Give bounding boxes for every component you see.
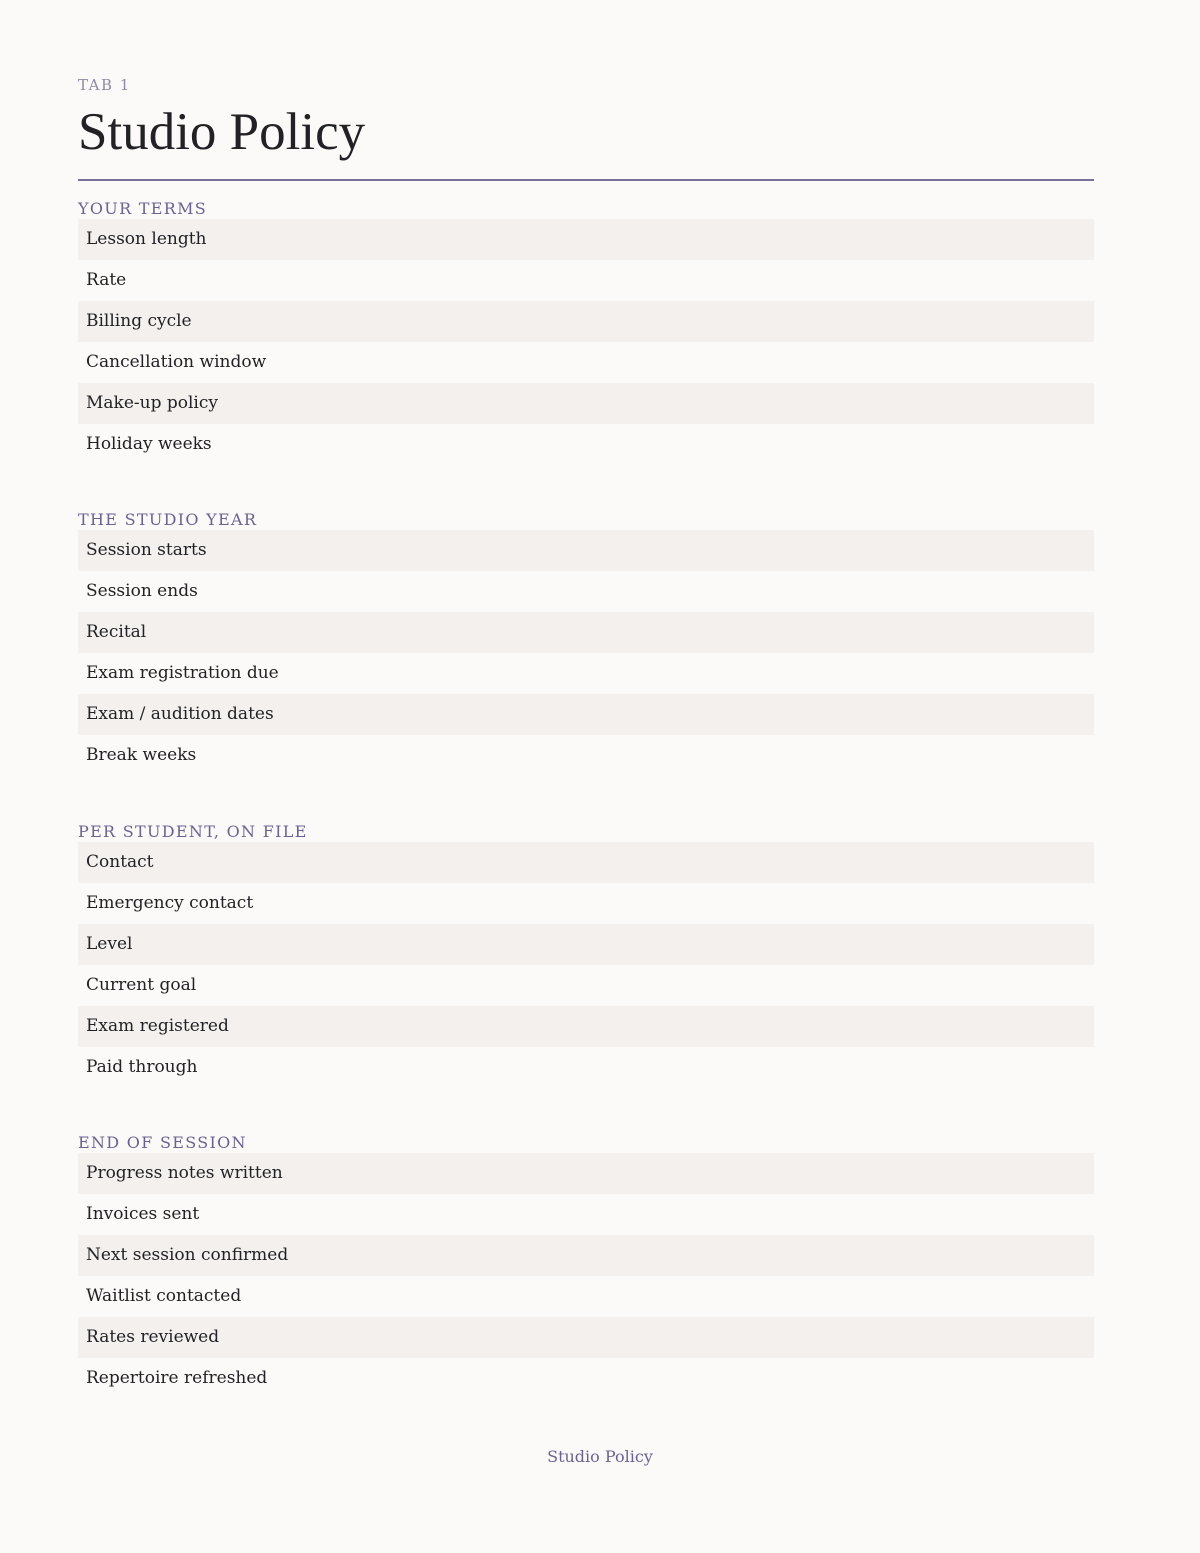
field-row-level: Level — [78, 924, 1094, 965]
section-heading: END OF SESSION — [78, 1133, 247, 1152]
field-list — [78, 1153, 1094, 1399]
section-your-terms — [78, 199, 1094, 465]
page-title: Studio Policy — [78, 103, 366, 161]
section-heading: YOUR TERMS — [78, 199, 208, 218]
page-footer: Studio Policy — [547, 1447, 653, 1466]
field-list — [78, 842, 1094, 1088]
field-row-paid-through: Paid through — [86, 1057, 198, 1077]
field-row-billing-cycle: Billing cycle — [78, 301, 1094, 342]
field-row-repertoire-refreshed: Repertoire refreshed — [86, 1368, 268, 1388]
field-row-waitlist-contacted: Waitlist contacted — [86, 1286, 242, 1306]
field-row-exam-audition-dates: Exam / audition dates — [78, 694, 1094, 735]
field-row-break-weeks: Break weeks — [86, 745, 197, 765]
field-row-session-ends: Session ends — [86, 581, 198, 601]
field-row-contact: Contact — [78, 842, 1094, 883]
title-divider — [78, 179, 1094, 181]
field-row-current-goal: Current goal — [86, 975, 197, 995]
field-row-progress-notes: Progress notes written — [78, 1153, 1094, 1194]
tab-label: TAB 1 — [78, 76, 131, 94]
field-list — [78, 530, 1094, 776]
field-row-cancellation-window: Cancellation window — [86, 352, 267, 372]
field-list — [78, 219, 1094, 465]
field-row-exam-registered: Exam registered — [78, 1006, 1094, 1047]
field-row-make-up-policy: Make-up policy — [78, 383, 1094, 424]
field-row-invoices-sent: Invoices sent — [86, 1204, 200, 1224]
section-heading: THE STUDIO YEAR — [78, 510, 258, 529]
field-row-lesson-length: Lesson length — [78, 219, 1094, 260]
field-row-next-session-confirmed: Next session confirmed — [78, 1235, 1094, 1276]
field-row-emergency-contact: Emergency contact — [86, 893, 254, 913]
section-per-student — [78, 822, 1094, 1088]
section-end-of-session — [78, 1133, 1094, 1399]
field-row-session-starts: Session starts — [78, 530, 1094, 571]
section-heading: PER STUDENT, ON FILE — [78, 822, 308, 841]
field-row-exam-registration-due: Exam registration due — [86, 663, 279, 683]
section-studio-year — [78, 510, 1094, 776]
field-row-rate: Rate — [86, 270, 127, 290]
field-row-holiday-weeks: Holiday weeks — [86, 434, 212, 454]
field-row-recital: Recital — [78, 612, 1094, 653]
field-row-rates-reviewed: Rates reviewed — [78, 1317, 1094, 1358]
